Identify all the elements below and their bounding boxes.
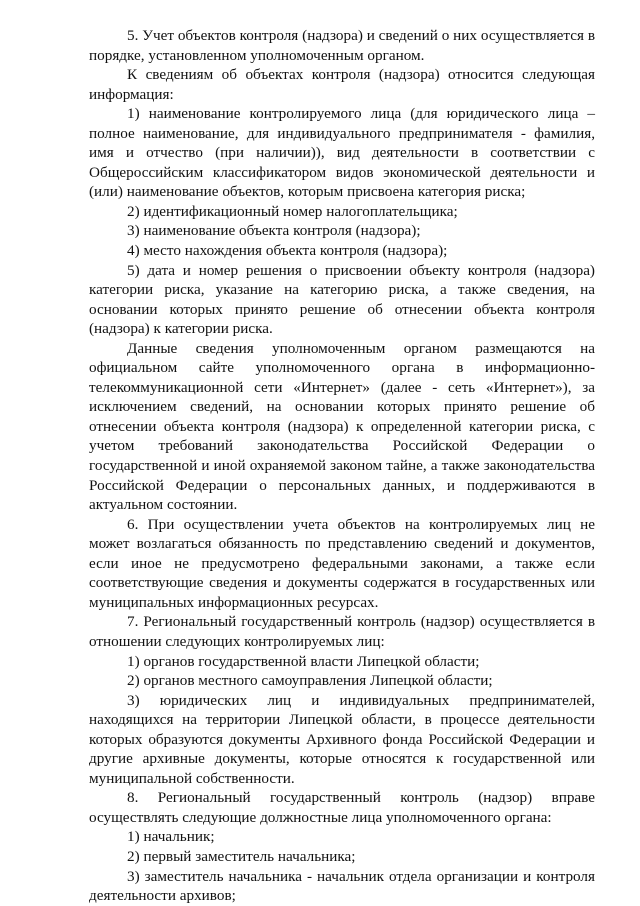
- list-item-location: 4) место нахождения объекта контроля (надзора);: [127, 242, 448, 260]
- list-item-risk-decision: 5) дата и номер решения о присвоении объекту контроля (надзора) категории риска, указание на категорию риска, а также сведения, на основании которых принято решение об отнесении объекта контроля (надзора) к категории риска.: [89, 261, 595, 338]
- paragraph-publication: Данные сведения уполномоченным органом размещаются на официальном сайте уполномоченного органа в информационно-телекоммуникационной сети «Интернет» (далее - сеть «Интернет»), за исключением сведений, на основании которых принято решение об отнесении объекта контроля (надзора) к определенной категории риска, с учетом требований законодательства Российской Федерации о государственной и иной охраняемой законом тайне, а также законодательства Российской Федерации о персональных данных, и поддерживаются в актуальном состоянии.: [89, 339, 595, 514]
- list-item-object-name: 3) наименование объекта контроля (надзора);: [127, 222, 421, 240]
- list-item-head: 1) начальник;: [127, 828, 215, 846]
- paragraph-info-intro: К сведениям об объектах контроля (надзора) относится следующая информация:: [89, 66, 595, 103]
- paragraph-5-registry: 5. Учет объектов контроля (надзора) и сведений о них осуществляется в порядке, установленном уполномоченным органом.: [89, 27, 595, 64]
- paragraph-6-obligations: 6. При осуществлении учета объектов на контролируемых лиц не может возлагаться обязанность по представлению сведений и документов, если иное не предусмотрено федеральными законами, а также если соответствующие сведения и документы содержатся в государственных или муниципальных информационных ресурсах.: [89, 515, 595, 611]
- document-page: [89, 26, 595, 906]
- list-item-local-government: 2) органов местного самоуправления Липецкой области;: [127, 672, 493, 690]
- list-item-legal-entities: 3) юридических лиц и индивидуальных предпринимателей, находящихся на территории Липецкой области, в процессе деятельности которых образуются документы Архивного фонда Российской Федерации и другие архивные документы, которые относятся к государственной или муниципальной собственности.: [89, 691, 595, 787]
- list-item-state-authorities: 1) органов государственной власти Липецкой области;: [127, 652, 480, 670]
- list-item-inn: 2) идентификационный номер налогоплательщика;: [127, 202, 458, 220]
- list-item-deputy-head: 3) заместитель начальника - начальник отдела организации и контроля деятельности архивов;: [89, 867, 595, 905]
- paragraph-7-controlled-persons: 7. Региональный государственный контроль (надзор) осуществляется в отношении следующих контролируемых лиц:: [89, 613, 595, 650]
- list-item-name: 1) наименование контролируемого лица (для юридического лица – полное наименование, для индивидуального предпринимателя - фамилия, имя и отчество (при наличии)), вид деятельности в соответствии с Общероссийским классификатором видов экономической деятельности и (или) наименование объектов, которым присвоена категория риска;: [89, 105, 595, 201]
- list-item-first-deputy: 2) первый заместитель начальника;: [127, 847, 356, 865]
- paragraph-8-officials: 8. Региональный государственный контроль (надзор) вправе осуществлять следующие должностные лица уполномоченного органа:: [89, 789, 595, 826]
